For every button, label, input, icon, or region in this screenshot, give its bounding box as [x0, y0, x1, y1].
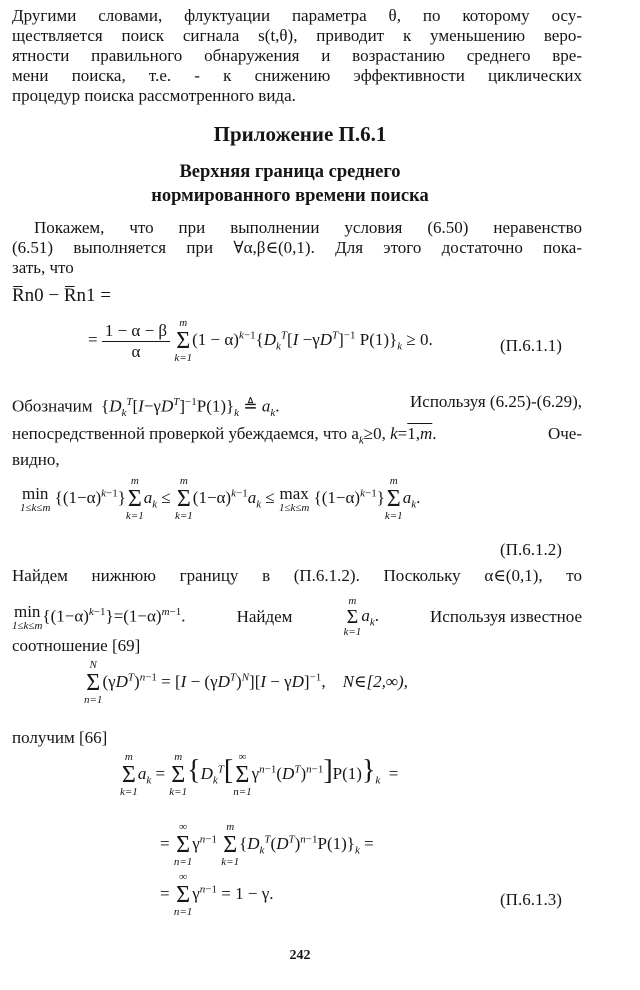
lower-bound-paragraph-2 — [12, 596, 582, 638]
show-paragraph — [12, 218, 582, 278]
denote-mid: Используя (6.25)-(6.29), — [410, 392, 582, 411]
text-line: Обозначим $\{D_k^T[I-\gamma D^T]^{-1}P(1)\}_k$ ≜ $a_k$. Используя (6.25)-(6.29), — [12, 392, 582, 423]
max-operator: max 1≤k≤m — [278, 484, 310, 514]
equation-p613-line1: m Σ k=1 $a_k$ = m Σ k=1 {$D_k^T$[ ∞ Σ n=1 $\gamma^{n-1}(D^T)^{n-1}]P(1)\}_k$ = — [120, 751, 399, 798]
equation-tail: N∈[2,∞), — [342, 671, 408, 691]
equation-p613-line2: = ∞ Σ n=1 $\gamma^{n-1}$ m Σ k=1 $\{D_k^T(D^T)^{n-1}P(1)\}_k$ = — [160, 821, 374, 868]
sum-symbol: m Σ k=1 — [174, 475, 193, 522]
denote-paragraph-2 — [12, 424, 582, 470]
text-line: соотношение [69] — [12, 636, 141, 655]
equation-series: N Σ n=1 $(\gamma D^T)^{n-1} = [I - (\gamma D^T)^N][I - \gamma D]^{-1}$, N∈[2,∞), — [84, 659, 408, 706]
equation-p611: = $\frac{1 - \alpha - \beta}{\alpha}$ m Σ k=1 $(1 - \alpha)^{k-1}\{D_k^T[I -\gamma D^T]^{-1}$ $P(1)\}_k \ge 0$. — [88, 317, 433, 364]
min-operator: min 1≤k≤m — [12, 602, 43, 633]
received-label: получим [66] — [12, 728, 108, 747]
fraction: $\frac{1 - \alpha - \beta}{\alpha}$ — [102, 321, 170, 362]
sum-symbol: ∞ Σ n=1 — [173, 821, 193, 868]
sum-symbol: m Σ k=1 — [221, 821, 240, 868]
denote-lead: Обозначим — [12, 396, 93, 416]
text-line: зать, что — [12, 258, 74, 277]
equation-lhs: R̅n0 − R̅n1 = — [12, 285, 112, 306]
text-line: мени поиска, т.е. - к снижению эффективности циклических — [12, 66, 582, 85]
text-line: видно, — [12, 450, 60, 470]
subtitle-line: нормированного времени поиска — [151, 186, 429, 206]
equation-p612: min 1≤k≤m $\{(1-\alpha)^{k-1}\}$ m Σ k=1 $a_k$ ≤ m Σ k=1 $(1-\alpha)^{k-1}a_k$ ≤ max 1≤k≤m $\{(1-\alpha)^{k-1}\}$ m Σ k=1 $a_k$. — [20, 475, 421, 522]
text-line: ществляется поиск сигнала s(t,θ), приводит к уменьшению веро- — [12, 26, 582, 45]
sum-symbol: m Σ k=1 — [384, 475, 403, 522]
text-line: (6.51) выполняется при ∀α,β∈(0,1). Для этого достаточно пока- — [12, 238, 582, 257]
sum-symbol: m Σ k=1 — [169, 751, 188, 798]
equation-tail: ≥ 0. — [406, 329, 433, 349]
sum-symbol: m Σ k=1 — [174, 317, 193, 364]
text-line: Другими словами, флуктуации параметра θ, по которому осу- — [12, 6, 582, 25]
lower-bound-paragraph-3 — [12, 636, 582, 656]
text-line: min 1≤k≤m $\{(1-\alpha)^{k-1}\}=(1-\alpha)^{m-1}$. Найдем m Σ k=1 $a_k$. Используя известное — [12, 595, 582, 638]
equation-p613-line3: = ∞ Σ n=1 $\gamma^{n-1} = 1 - \gamma$. — [160, 871, 274, 918]
text-line: процедур поиска рассмотренного вида. — [12, 86, 296, 105]
sum-symbol: N Σ n=1 — [84, 659, 103, 706]
text-line: Найдем нижнюю границу в (П.6.1.2). Поскольку α∈(0,1), то — [12, 566, 582, 585]
lower-bound-paragraph — [12, 566, 582, 586]
denote-line2-tail: Оче- — [547, 424, 582, 443]
intro-paragraph — [12, 6, 582, 106]
appendix-title: Приложение П.6.1 — [213, 122, 387, 146]
text-line: непосредственной проверкой убеждаемся, что $a_k\ge 0$, k=1,m. Оче- — [12, 424, 582, 450]
sum-symbol: m Σ k=1 — [343, 595, 362, 638]
equation-number: (П.6.1.3) — [500, 890, 562, 909]
denote-line2: непосредственной проверкой убеждаемся, что a — [12, 424, 359, 443]
equation-number: (П.6.1.1) — [500, 336, 562, 355]
min-operator: min 1≤k≤m — [20, 484, 51, 514]
equation-number: (П.6.1.2) — [500, 540, 562, 559]
text-line: Покажем, что при выполнении условия (6.50) неравенство — [34, 218, 582, 237]
appendix-subtitle — [0, 160, 580, 208]
text-line: ятности правильного обнаружения и возрастанию среднего вре- — [12, 46, 582, 65]
lower-mid: Найдем — [236, 607, 293, 626]
sum-symbol: m Σ k=1 — [125, 475, 144, 522]
denote-paragraph — [12, 392, 582, 423]
sum-symbol: ∞ Σ n=1 — [173, 871, 193, 918]
lower-tail: Используя известное — [430, 607, 582, 626]
sum-symbol: m Σ k=1 — [120, 751, 138, 798]
subtitle-line: Верхняя граница среднего — [179, 162, 401, 182]
sum-symbol: ∞ Σ n=1 — [233, 751, 252, 798]
page-number: 242 — [289, 948, 311, 963]
